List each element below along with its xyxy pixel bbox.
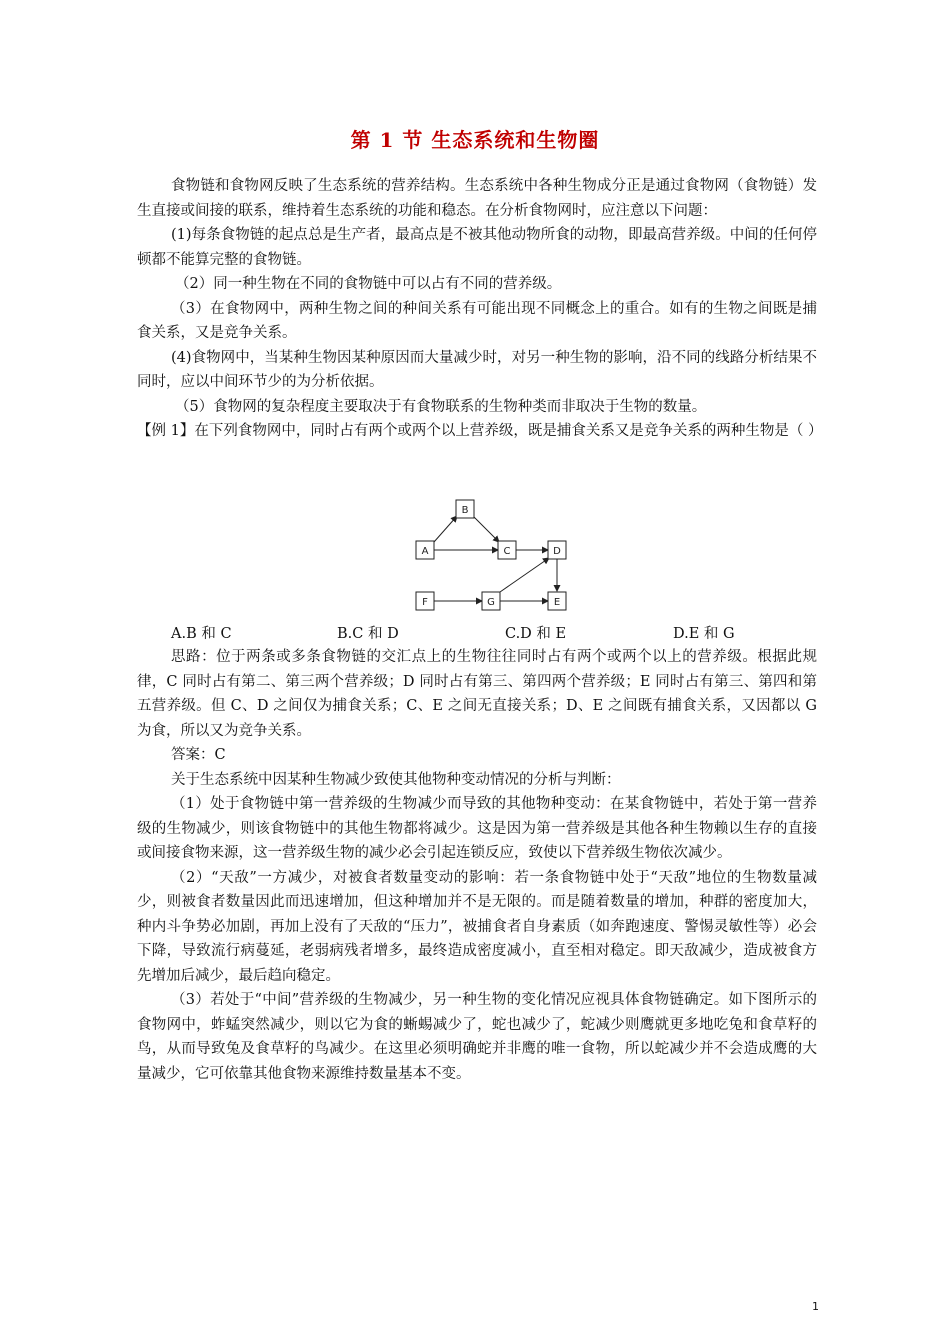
node-g: [482, 592, 500, 610]
svg-text:A: A: [421, 546, 429, 557]
edge-a-b: [434, 516, 457, 542]
node-c: [498, 541, 516, 559]
svg-text:F: F: [422, 597, 428, 608]
option-d: D.E 和 G: [673, 626, 735, 642]
svg-text:D: D: [553, 546, 561, 557]
answer-line: 答案：C: [171, 747, 226, 763]
node-e: [548, 592, 566, 610]
page-number: 1: [812, 1300, 819, 1313]
edge-b-c: [473, 516, 499, 542]
node-b: [456, 500, 474, 518]
case-1-paragraph: （1）处于食物链中第一营养级的生物减少而导致的其他物种变动：在某食物链中，若处于第一营养级的生物减少，则该食物链中的其他生物都将减少。这是因为第一营养级是其他各种生物赖以生存的直接或间接食物来源，这一营养级生物的减少必会引起连锁反应，致使以下营养级生物依次减少。: [137, 796, 817, 861]
option-c: C.D 和 E: [505, 626, 567, 642]
option-b: B.C 和 D: [337, 626, 399, 642]
svg-text:G: G: [487, 597, 495, 608]
node-f: [416, 592, 434, 610]
node-a: [416, 541, 434, 559]
case-2-paragraph: （2）“天敌”一方减少，对被食者数量变动的影响：若一条食物链中处于“天敌”地位的生物数量减少，则被食者数量因此而迅速增加，但这种增加并不是无限的。而是随着数量的增加，种群的密度加大，种内斗争势必加剧，再加上没有了天敌的“压力”，被捕食者自身素质（如奔跑速度、警惕灵敏性等）必会下降，导致流行病蔓延，老弱病残者增多，最终造成密度减小，直至相对稳定。即天敌减少，造成被食方先增加后减少，最后趋向稳定。: [137, 869, 817, 984]
node-d: [548, 541, 566, 559]
rule-4-paragraph: (4)食物网中，当某种生物因某种原因而大量减少时，对另一种生物的影响，沿不同的线路分析结果不同时，应以中间环节少的为分析依据。: [137, 349, 817, 390]
option-a: A.B 和 C: [171, 626, 232, 642]
case-3-paragraph: （3）若处于“中间”营养级的生物减少，另一种生物的变化情况应视具体食物链确定。如下图所示的食物网中，蚱蜢突然减少，则以它为食的蜥蜴减少了，蛇也减少了，蛇减少则鹰就更多地吃兔和食草籽的鸟，从而导致兔及食草籽的鸟减少。在这里必须明确蛇并非鹰的唯一食物，所以蛇减少并不会造成鹰的大量减少，它可依靠其他食物来源维持数量基本不变。: [137, 992, 817, 1082]
reasoning-paragraph: 思路：位于两条或多条食物链的交汇点上的生物往往同时占有两个或两个以上的营养级。根据此规律，C 同时占有第二、第三两个营养级；D 同时占有第三、第四两个营养级；E 同时占有第三、第四和第五营养级。但 C、D 之间仅为捕食关系；C、E 之间无直接关系；D、E 之间既有捕食关系，又因都以 G 为食，所以又为竞争关系。: [137, 649, 817, 739]
svg-text:E: E: [553, 597, 561, 608]
food-web-diagram: [405, 495, 580, 617]
example-question: 【例 1】在下列食物网中，同时占有两个或两个以上营养级，既是捕食关系又是竞争关系的两种生物是（ ）: [137, 423, 823, 439]
svg-text:B: B: [461, 505, 469, 516]
rule-3-paragraph: （3）在食物网中，两种生物之间的种间关系有可能出现不同概念上的重合。如有的生物之间既是捕食关系，又是竞争关系。: [137, 300, 817, 341]
rule-2-paragraph: （2）同一种生物在不同的食物链中可以占有不同的营养级。: [175, 276, 562, 292]
edge-g-d: [500, 558, 549, 592]
analysis-section: [137, 645, 817, 1086]
answer-options: [171, 622, 811, 646]
page-title: 第 1 节 生态系统和生物圈: [350, 128, 600, 152]
section-intro: 关于生态系统中因某种生物减少致使其他物种变动情况的分析与判断：: [171, 771, 621, 788]
rule-5-paragraph: （5）食物网的复杂程度主要取决于有食物联系的生物种类而非取决于生物的数量。: [175, 398, 707, 415]
intro-section: [137, 174, 823, 444]
intro-paragraph: 食物链和食物网反映了生态系统的营养结构。生态系统中各种生物成分正是通过食物网（食物链）发生直接或间接的联系，维持着生态系统的功能和稳态。在分析食物网时，应注意以下问题：: [137, 178, 817, 219]
rule-1-paragraph: (1)每条食物链的起点总是生产者，最高点是不被其他动物所食的动物，即最高营养级。中间的任何停顿都不能算完整的食物链。: [137, 227, 817, 268]
svg-text:C: C: [503, 546, 511, 557]
